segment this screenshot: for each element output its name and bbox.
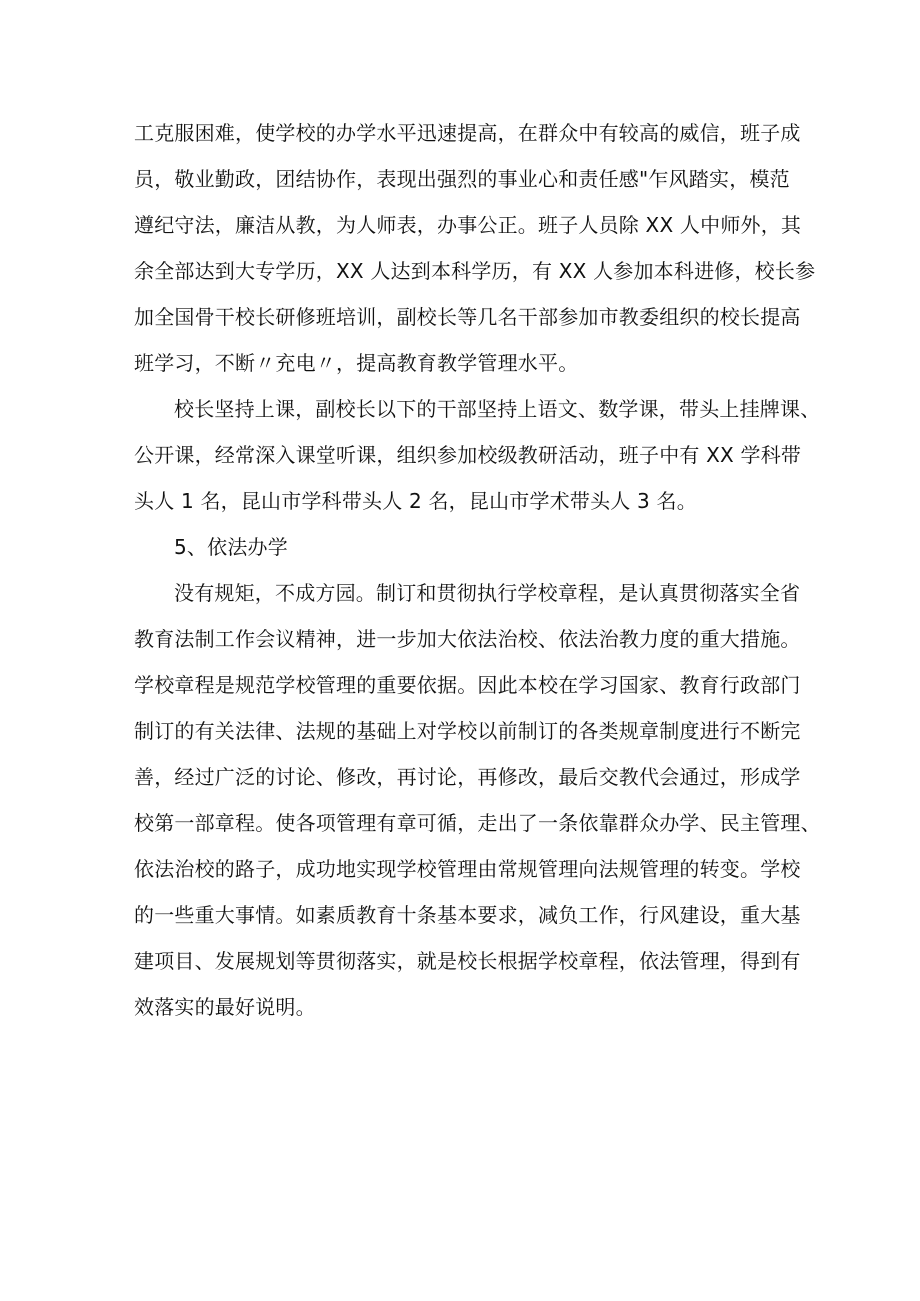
text-line: 余全部达到大专学历，XX 人达到本科学历，有 XX 人参加本科进修，校长参: [134, 259, 816, 283]
text-line: 校第一部章程。使各项管理有章可循，走出了一条依靠群众办学、民主管理、: [134, 811, 821, 835]
text-line: 校长坚持上课，副校长以下的干部坚持上语文、数学课，带头上挂牌课、: [174, 397, 821, 421]
text-line: 依法治校的路子，成功地实现学校管理由常规管理向法规管理的转变。学校: [134, 857, 801, 881]
text-line: 的一些重大事情。如素质教育十条基本要求，减负工作，行风建设，重大基: [134, 903, 801, 927]
section-heading: [134, 524, 806, 570]
text-line: 工克服困难，使学校的办学水平迅速提高，在群众中有较高的威信，班子成: [134, 121, 801, 145]
text-line: 善，经过广泛的讨论、修改，再讨论，再修改，最后交教代会通过，形成学: [134, 765, 801, 789]
text-line: 没有规矩，不成方园。制订和贯彻执行学校章程，是认真贯彻落实全省: [174, 581, 801, 605]
paragraph-leadership-quality: [134, 110, 816, 386]
text-line: 员，敬业勤政，团结协作，表现出强烈的事业心和责任感"乍风踏实，模范: [134, 167, 790, 191]
text-line: 遵纪守法，廉洁从教，为人师表，办事公正。班子人员除 XX 人中师外，其: [134, 213, 802, 237]
section-heading-text: 5、依法办学: [174, 535, 288, 559]
text-line: 教育法制工作会议精神，进一步加大依法治校、依法治教力度的重大措施。: [134, 627, 801, 651]
text-line: 学校章程是规范学校管理的重要依据。因此本校在学习国家、教育行政部门: [134, 673, 801, 697]
text-line: 建项目、发展规划等贯彻落实，就是校长根据学校章程，依法管理，得到有: [134, 949, 801, 973]
text-line: 制订的有关法律、法规的基础上对学校以前制订的各类规章制度进行不断完: [134, 719, 801, 743]
text-line: 头人 1 名，昆山市学科带头人 2 名，昆山市学术带头人 3 名。: [134, 489, 697, 513]
paragraph-principal-teaching: [134, 386, 821, 524]
paragraph-school-charter: [134, 570, 821, 1030]
document-body: [134, 110, 821, 1030]
text-line: 效落实的最好说明。: [134, 995, 316, 1019]
text-line: 公开课，经常深入课堂听课，组织参加校级教研活动，班子中有 XX 学科带: [134, 443, 802, 467]
text-line: 班学习，不断〃充电〃，提高教育教学管理水平。: [134, 351, 579, 375]
text-line: 加全国骨干校长研修班培训，副校长等几名干部参加市教委组织的校长提高: [134, 305, 801, 329]
